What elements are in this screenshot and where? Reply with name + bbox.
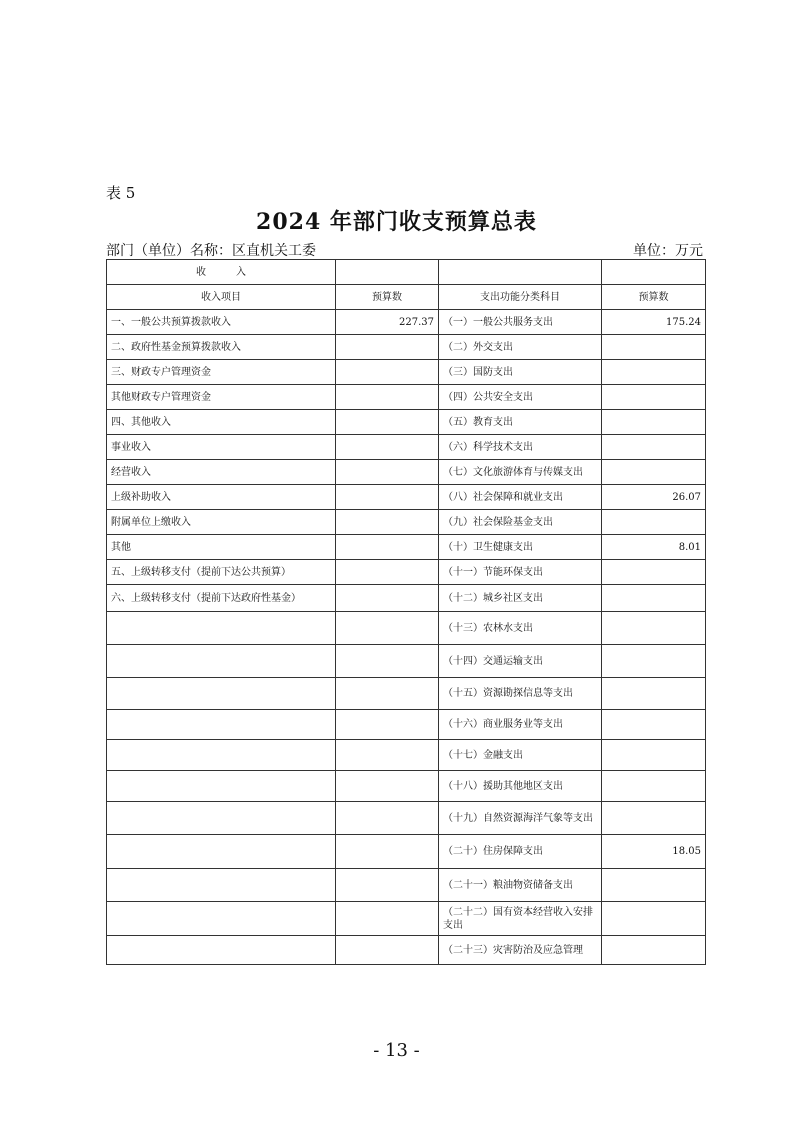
income-item-cell: 上级补助收入 (107, 485, 336, 510)
expense-item-cell: （十四）交通运输支出 (439, 645, 602, 678)
income-amount-cell (336, 802, 439, 835)
expense-item-cell: （四）公共安全支出 (439, 385, 602, 410)
expense-item-cell: （一）一般公共服务支出 (439, 310, 602, 335)
income-item-cell: 六、上级转移支付（提前下达政府性基金） (107, 585, 336, 612)
income-amount-cell (336, 535, 439, 560)
expense-item-cell: （十九）自然资源海洋气象等支出 (439, 802, 602, 835)
income-item-cell (107, 902, 336, 936)
table-row (107, 612, 706, 645)
income-amount-cell (336, 835, 439, 869)
expense-item-cell: （十六）商业服务业等支出 (439, 710, 602, 740)
income-item-cell (107, 612, 336, 645)
table-row (107, 902, 706, 936)
expense-item-cell: （十五）资源勘探信息等支出 (439, 678, 602, 710)
income-amount-cell (336, 460, 439, 485)
income-item-cell (107, 678, 336, 710)
income-amount-cell (336, 585, 439, 612)
income-amount-cell (336, 510, 439, 535)
income-item-cell: 五、上级转移支付（提前下达公共预算） (107, 560, 336, 585)
table-row (107, 835, 706, 869)
income-amount-cell (336, 678, 439, 710)
table-row (107, 740, 706, 771)
expense-amount-cell (602, 410, 706, 435)
income-item-cell (107, 936, 336, 965)
income-item-cell: 经营收入 (107, 460, 336, 485)
income-item-cell: 二、政府性基金预算拨款收入 (107, 335, 336, 360)
expense-item-cell: （二十二）国有资本经营收入安排支出 (439, 902, 602, 936)
page-number: - 13 - (373, 1040, 420, 1061)
table-row (107, 510, 706, 535)
income-item-cell: 四、其他收入 (107, 410, 336, 435)
expense-item-cell: （七）文化旅游体育与传媒支出 (439, 460, 602, 485)
income-amount-cell (336, 902, 439, 936)
expense-amount-cell (602, 360, 706, 385)
income-amount-cell (336, 410, 439, 435)
expense-item-cell: （十一）节能环保支出 (439, 560, 602, 585)
table-row (107, 710, 706, 740)
income-amount-cell (336, 869, 439, 902)
expense-item-cell: （十）卫生健康支出 (439, 535, 602, 560)
expense-item-cell: （二十）住房保障支出 (439, 835, 602, 869)
table-row (107, 678, 706, 710)
expense-amount-cell (602, 936, 706, 965)
table-row (107, 560, 706, 585)
income-item-cell (107, 771, 336, 802)
table-row (107, 385, 706, 410)
table-row (107, 585, 706, 612)
income-item-cell: 事业收入 (107, 435, 336, 460)
expense-item-cell: （二十三）灾害防治及应急管理 (439, 936, 602, 965)
expense-item-cell: （九）社会保险基金支出 (439, 510, 602, 535)
expense-amount-cell (602, 435, 706, 460)
expense-amount-cell (602, 678, 706, 710)
income-item-cell (107, 802, 336, 835)
expense-amount-cell: 8.01 (602, 535, 706, 560)
income-amount-cell (336, 612, 439, 645)
income-item-cell (107, 740, 336, 771)
income-item-cell: 附属单位上缴收入 (107, 510, 336, 535)
table-row (107, 460, 706, 485)
income-amount-cell (336, 771, 439, 802)
income-amount-cell (336, 560, 439, 585)
income-amount-cell (336, 645, 439, 678)
expense-amount-cell: 26.07 (602, 485, 706, 510)
table-row (107, 410, 706, 435)
expense-amount-cell (602, 645, 706, 678)
expense-amount-cell (602, 560, 706, 585)
expense-item-cell: （八）社会保障和就业支出 (439, 485, 602, 510)
income-item-cell: 其他财政专户管理资金 (107, 385, 336, 410)
income-amount-cell (336, 710, 439, 740)
income-amount-cell: 227.37 (336, 310, 439, 335)
budget-table (106, 259, 706, 965)
expense-amount-cell (602, 385, 706, 410)
income-item-cell (107, 710, 336, 740)
table-row (107, 485, 706, 510)
unit-label: 单位：万元 (633, 243, 703, 259)
expense-amount-cell (602, 802, 706, 835)
page-title: 2024 年部门收支预算总表 (256, 209, 537, 235)
income-amount-cell (336, 740, 439, 771)
table-row (107, 360, 706, 385)
expense-item-cell: （二）外交支出 (439, 335, 602, 360)
income-amount-cell (336, 435, 439, 460)
income-item-cell (107, 835, 336, 869)
income-amount-cell (336, 335, 439, 360)
column-header-row (107, 285, 706, 310)
group-header-row (107, 260, 706, 285)
table-row (107, 936, 706, 965)
expense-amount-cell: 175.24 (602, 310, 706, 335)
income-amount-cell (336, 485, 439, 510)
income-group-header: 收 入 (107, 260, 336, 285)
table-row (107, 310, 706, 335)
table-row (107, 535, 706, 560)
expense-amount-cell (602, 612, 706, 645)
income-item-cell: 三、财政专户管理资金 (107, 360, 336, 385)
expense-item-cell: （十八）援助其他地区支出 (439, 771, 602, 802)
expense-amount-cell: 18.05 (602, 835, 706, 869)
expense-amount-cell (602, 740, 706, 771)
expense-amount-cell (602, 510, 706, 535)
table-row (107, 771, 706, 802)
income-item-cell: 一、一般公共预算拨款收入 (107, 310, 336, 335)
income-amount-cell (336, 360, 439, 385)
table-row (107, 435, 706, 460)
column-header-income-amount: 预算数 (336, 285, 439, 310)
expense-amount-cell (602, 335, 706, 360)
expense-amount-cell (602, 869, 706, 902)
expense-amount-cell (602, 771, 706, 802)
expense-item-cell: （六）科学技术支出 (439, 435, 602, 460)
table-row (107, 335, 706, 360)
income-amount-cell (336, 936, 439, 965)
group-header-blank (602, 260, 706, 285)
expense-amount-cell (602, 585, 706, 612)
expense-item-cell: （二十一）粮油物资储备支出 (439, 869, 602, 902)
column-header-expense-amount: 预算数 (602, 285, 706, 310)
column-header-expense-item: 支出功能分类科目 (439, 285, 602, 310)
income-item-cell (107, 645, 336, 678)
table-row (107, 645, 706, 678)
expense-amount-cell (602, 902, 706, 936)
expense-item-cell: （三）国防支出 (439, 360, 602, 385)
income-item-cell (107, 869, 336, 902)
expense-amount-cell (602, 710, 706, 740)
department-name: 部门（单位）名称：区直机关工委 (106, 243, 316, 259)
column-header-income-item: 收入项目 (107, 285, 336, 310)
table-label: 表 5 (106, 184, 136, 202)
table-row (107, 802, 706, 835)
expense-item-cell: （十二）城乡社区支出 (439, 585, 602, 612)
expense-item-cell: （五）教育支出 (439, 410, 602, 435)
income-amount-cell (336, 385, 439, 410)
expense-item-cell: （十三）农林水支出 (439, 612, 602, 645)
group-header-blank (336, 260, 439, 285)
group-header-blank (439, 260, 602, 285)
table-row (107, 869, 706, 902)
income-item-cell: 其他 (107, 535, 336, 560)
expense-amount-cell (602, 460, 706, 485)
expense-item-cell: （十七）金融支出 (439, 740, 602, 771)
